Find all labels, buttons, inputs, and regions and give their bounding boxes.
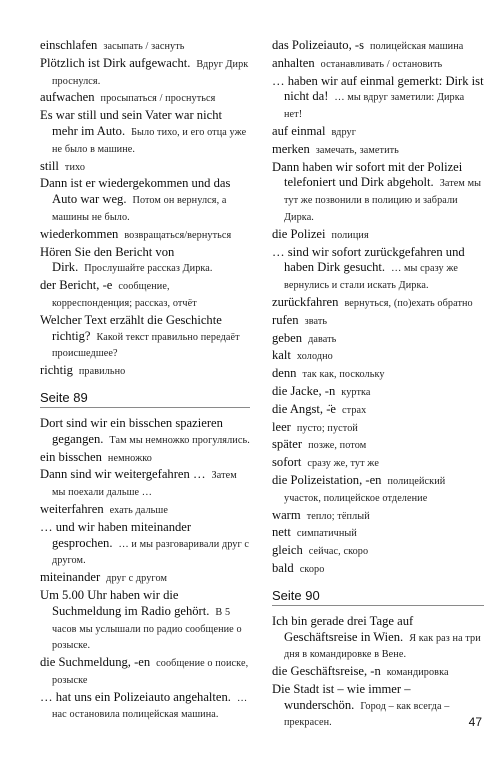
russian-translation: Какой текст правильно передаёт происшедшее? xyxy=(52,331,240,360)
vocab-entry xyxy=(272,664,484,681)
russian-translation: засыпать / заснуть xyxy=(103,41,185,52)
german-term: … haben wir auf einmal gemerkt: Dirk ist nicht da! xyxy=(272,73,484,104)
vocab-list-right-a xyxy=(272,38,484,578)
russian-translation: немножко xyxy=(107,452,152,464)
vocab-entry xyxy=(40,570,250,587)
german-term: die Polizei xyxy=(272,226,326,241)
russian-translation: тепло; тёплый xyxy=(306,510,370,522)
russian-translation: возвращаться/вернуться xyxy=(124,229,232,241)
vocab-entry xyxy=(40,502,250,519)
german-term: die Polizeistation, -en xyxy=(272,472,382,487)
german-term: rufen xyxy=(272,312,299,327)
vocab-entry xyxy=(272,682,484,731)
vocab-entry xyxy=(40,655,250,689)
german-term: geben xyxy=(272,330,303,345)
russian-translation: страх xyxy=(342,404,367,416)
russian-translation: пусто; пустой xyxy=(296,422,358,434)
german-term: merken xyxy=(272,141,310,156)
german-term: das Polizeiauto, -s xyxy=(272,38,364,52)
vocab-entry xyxy=(272,525,484,542)
vocab-entry xyxy=(272,455,484,472)
german-term: still xyxy=(40,158,59,173)
german-term: Dort sind wir ein bisschen spazieren gegangen. xyxy=(40,415,223,446)
german-term: einschlafen xyxy=(40,38,98,52)
vocab-entry xyxy=(272,313,484,330)
russian-translation: Там мы немножко прогулялись. xyxy=(109,434,250,446)
vocab-entry xyxy=(40,90,250,107)
german-term: ein bisschen xyxy=(40,449,102,464)
german-term: die Jacke, -n xyxy=(272,383,336,398)
russian-translation: полицейский участок, полицейское отделение xyxy=(284,475,446,504)
russian-translation: … мы вдруг заметили: Дирка нет! xyxy=(284,92,465,121)
vocab-entry xyxy=(40,520,250,569)
russian-translation: симпатичный xyxy=(296,528,357,540)
german-term: kalt xyxy=(272,348,291,363)
vocab-entry xyxy=(272,473,484,507)
german-term: wiederkommen xyxy=(40,226,119,241)
german-term: auf einmal xyxy=(272,123,326,138)
vocab-entry xyxy=(272,38,484,55)
vocab-entry xyxy=(272,245,484,294)
russian-translation: Затем мы тут же позвонили в полицию и забрали Дирка. xyxy=(284,178,482,223)
vocab-entry xyxy=(272,74,484,123)
german-term: Ich bin gerade drei Tage auf Geschäftsreise in Wien. xyxy=(272,613,414,644)
german-term: Dann haben wir sofort mit der Polizei telefoniert und Dirk abgeholt. xyxy=(272,159,463,190)
german-term: die Angst, -̈e xyxy=(272,401,337,416)
vocab-entry xyxy=(40,278,250,312)
german-term: warm xyxy=(272,507,301,522)
vocab-entry xyxy=(40,313,250,362)
russian-translation: просыпаться / проснуться xyxy=(100,93,216,105)
german-term: sofort xyxy=(272,455,302,470)
vocab-entry xyxy=(40,159,250,176)
russian-translation: командировка xyxy=(386,667,449,679)
vocab-entry xyxy=(272,160,484,226)
section-heading-seite-89: Seite 89 xyxy=(40,390,250,408)
vocab-entry xyxy=(272,384,484,401)
vocab-entry xyxy=(40,227,250,244)
german-term: Plötzlich ist Dirk aufgewacht. xyxy=(40,55,191,70)
german-term: weiterfahren xyxy=(40,501,104,516)
russian-translation: сообщение о поиске, розыске xyxy=(52,658,249,686)
russian-translation: холодно xyxy=(296,351,333,363)
vocab-entry xyxy=(272,437,484,454)
german-term: nett xyxy=(272,525,291,540)
vocab-entry xyxy=(40,467,250,501)
russian-translation: вдруг xyxy=(331,126,356,138)
section-heading-seite-90: Seite 90 xyxy=(272,588,484,606)
russian-translation: Город – как всегда – прекрасен. xyxy=(284,700,450,729)
vocab-entry xyxy=(272,366,484,383)
german-term: zurückfahren xyxy=(272,294,339,309)
vocab-entry xyxy=(272,295,484,312)
russian-translation: вернуться, (по)ехать обратно xyxy=(344,297,473,309)
russian-translation: Потом он вернулся, а машины не было. xyxy=(52,195,227,223)
russian-translation: ехать дальше xyxy=(109,504,168,516)
vocab-entry xyxy=(272,331,484,348)
vocab-entry xyxy=(40,245,250,278)
german-term: gleich xyxy=(272,543,303,558)
russian-translation: куртка xyxy=(341,386,371,398)
vocab-entry xyxy=(40,416,250,449)
vocab-entry xyxy=(40,690,250,724)
russian-translation: Вдруг Дирк проснулся. xyxy=(52,58,249,87)
russian-translation: так как, поскольку xyxy=(302,369,385,381)
right-column xyxy=(272,38,484,732)
russian-translation: Прослушайте рассказ Дирка. xyxy=(84,263,213,275)
russian-translation: тихо xyxy=(64,161,86,173)
russian-translation: правильно xyxy=(78,366,126,378)
german-term: Dann ist er wiedergekommen und das Auto war weg. xyxy=(40,176,231,207)
russian-translation: … мы сразу же вернулись и стали искать Дирка. xyxy=(284,263,458,292)
left-column xyxy=(40,38,250,724)
vocab-entry xyxy=(40,56,250,90)
vocab-entry xyxy=(40,363,250,380)
vocab-entry xyxy=(272,227,484,244)
russian-translation: позже, потом xyxy=(308,440,367,452)
russian-translation: полиция xyxy=(331,229,369,241)
russian-translation: звать xyxy=(304,315,328,327)
german-term: Welcher Text erzählt die Geschichte richtig? xyxy=(40,312,222,343)
russian-translation: Было тихо, и его отца уже не было в машине. xyxy=(52,126,247,155)
vocab-list-right-b xyxy=(272,614,484,732)
vocab-entry xyxy=(272,124,484,141)
vocab-entry xyxy=(272,561,484,578)
german-term: richtig xyxy=(40,363,73,378)
vocab-entry xyxy=(40,588,250,654)
russian-translation: давать xyxy=(308,333,337,345)
russian-translation: Затем мы поехали дальше … xyxy=(52,470,237,499)
vocab-entry xyxy=(272,56,484,73)
german-term: Die Stadt ist – wie immer – wunderschön. xyxy=(272,681,411,712)
vocab-entry xyxy=(40,176,250,225)
russian-translation: сразу же, тут же xyxy=(307,458,379,470)
vocab-entry xyxy=(272,508,484,525)
vocab-entry xyxy=(272,348,484,365)
vocab-entry xyxy=(272,614,484,663)
vocab-entry xyxy=(40,450,250,467)
vocab-entry xyxy=(40,108,250,157)
german-term: miteinander xyxy=(40,570,101,585)
russian-translation: друг с другом xyxy=(106,573,167,585)
german-term: … sind wir sofort zurückgefahren und haben Dirk gesucht. xyxy=(272,244,465,275)
russian-translation: замечать, заметить xyxy=(315,144,399,156)
russian-translation: … и мы разговаривали друг с другом. xyxy=(52,538,250,567)
russian-translation: … нас остановила полицейская машина. xyxy=(52,692,248,721)
german-term: später xyxy=(272,437,303,452)
vocab-entry xyxy=(272,543,484,560)
vocab-entry xyxy=(272,402,484,419)
german-term: bald xyxy=(272,560,294,575)
german-term: … hat uns ein Polizeiauto angehalten. xyxy=(40,689,231,704)
russian-translation: останавливать / остановить xyxy=(320,58,443,70)
german-term: aufwachen xyxy=(40,90,95,105)
vocab-entry xyxy=(272,142,484,159)
german-term: die Suchmeldung, -en xyxy=(40,655,151,670)
german-term: Dann sind wir weitergefahren … xyxy=(40,467,206,482)
vocab-entry xyxy=(40,38,250,55)
russian-translation: Я как раз на три дня в командировке в Вене. xyxy=(284,632,481,661)
german-term: Hören Sie den Bericht von Dirk. xyxy=(40,244,175,275)
german-term: Um 5.00 Uhr haben wir die Suchmeldung im Radio gehört. xyxy=(40,587,210,618)
russian-translation: сейчас, скоро xyxy=(308,546,369,558)
german-term: … und wir haben miteinander gesprochen. xyxy=(40,519,192,550)
german-term: leer xyxy=(272,419,291,434)
vocab-list-left-b xyxy=(40,416,250,723)
russian-translation: скоро xyxy=(299,563,325,575)
german-term: denn xyxy=(272,366,297,381)
russian-translation: полицейская машина xyxy=(370,41,464,52)
vocab-entry xyxy=(272,420,484,437)
russian-translation: В 5 часов мы услышали по радио сообщение о розыске. xyxy=(52,606,242,652)
german-term: anhalten xyxy=(272,55,315,70)
vocab-list-left-a xyxy=(40,38,250,380)
german-term: die Geschäftsreise, -n xyxy=(272,664,381,679)
german-term: der Bericht, -e xyxy=(40,278,113,293)
german-term: Es war still und sein Vater war nicht mehr im Auto. xyxy=(40,108,222,138)
russian-translation: сообщение, корреспонденция; рассказ, отчёт xyxy=(52,281,197,309)
page-number: 47 xyxy=(468,715,482,729)
